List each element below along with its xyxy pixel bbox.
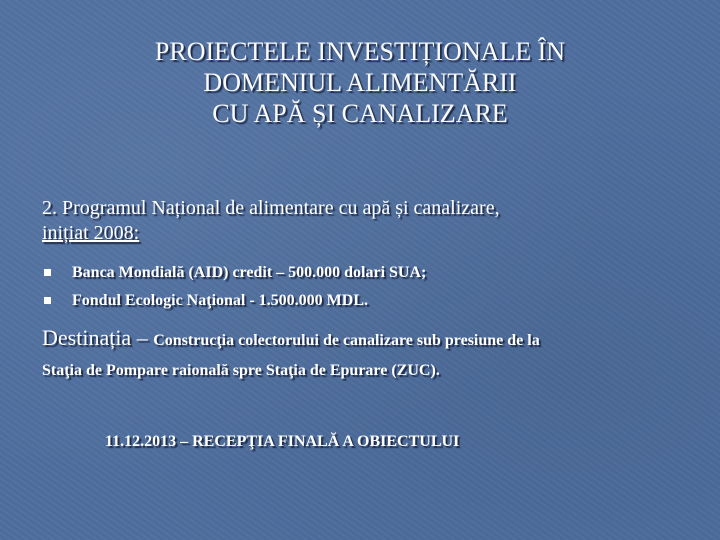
list-item-text: Banca Mondială (AID) credit – 500.000 dolari SUA;	[72, 264, 427, 281]
title-line-1: PROIECTELE INVESTIȚIONALE ÎN	[154, 37, 566, 66]
list-item	[44, 259, 684, 287]
destination-label: Destinația –	[42, 325, 154, 350]
list-item	[44, 287, 684, 315]
destination-text-line-2: Staţia de Pompare raională spre Staţia de Epurare (ZUC).	[42, 362, 440, 379]
funding-list	[44, 259, 684, 315]
final-reception-note: 11.12.2013 – RECEPŢIA FINALĂ A OBIECTULUI	[105, 433, 460, 450]
slide-title	[0, 36, 720, 129]
destination-paragraph	[42, 325, 702, 381]
square-bullet-icon	[44, 297, 51, 304]
program-text-line-2: inițiat 2008:	[42, 222, 140, 244]
list-item-text: Fondul Ecologic Naţional - 1.500.000 MDL.	[72, 292, 369, 309]
title-line-2: DOMENIUL ALIMENTĂRII	[203, 68, 517, 97]
program-text-line-1: 2. Programul Național de alimentare cu apă și canalizare,	[42, 197, 500, 219]
destination-text-line-1: Construcţia colectorului de canalizare sub presiune de la	[153, 332, 540, 349]
title-line-3: CU APĂ ȘI CANALIZARE	[212, 99, 508, 128]
program-heading	[42, 196, 682, 246]
square-bullet-icon	[44, 269, 51, 276]
